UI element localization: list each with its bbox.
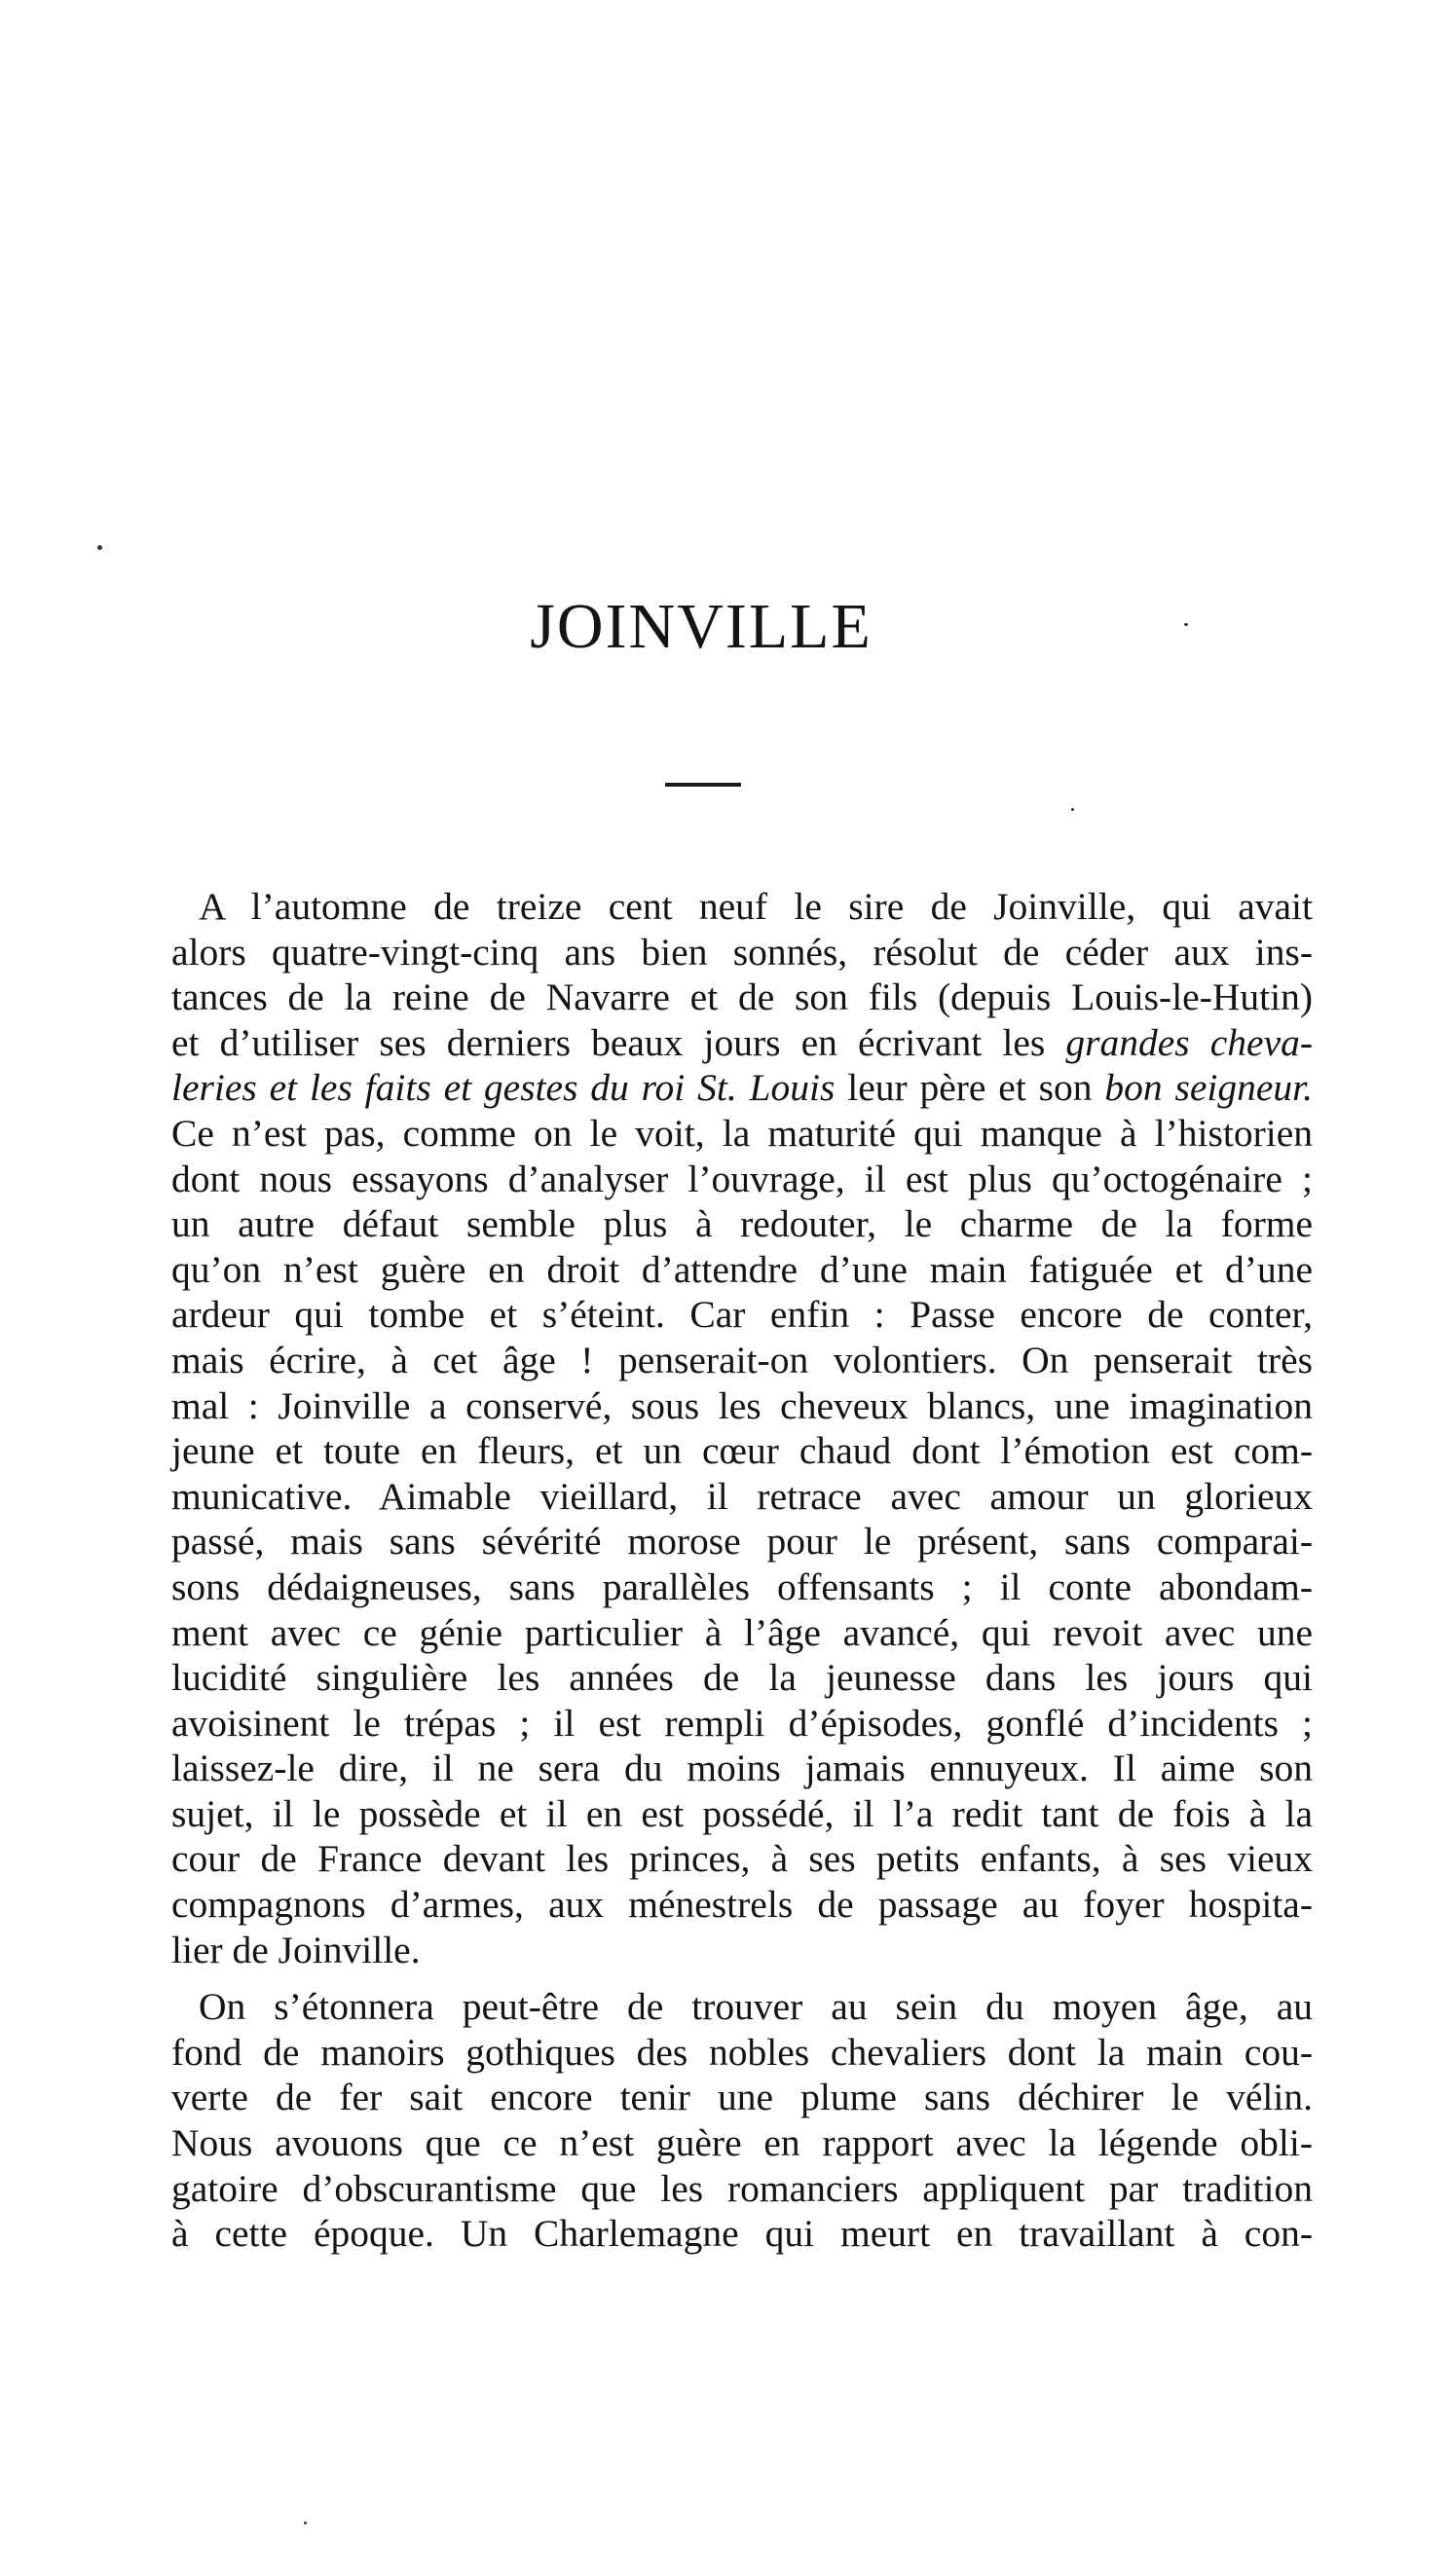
text-line: mais écrire, à cet âge ! penserait-on volontiers. On penserait très xyxy=(171,1338,1313,1381)
scan-speck xyxy=(1071,808,1074,811)
title-rule xyxy=(665,783,741,787)
text-line: compagnons d’armes, aux ménestrels de passage au foyer hospita- xyxy=(171,1883,1313,1927)
scan-speck xyxy=(1184,623,1188,626)
text-line: A l’automne de treize cent neuf le sire de Joinville, qui avait xyxy=(199,885,1313,928)
text-line: ment avec ce génie particulier à l’âge avancé, qui revoit avec une xyxy=(171,1610,1313,1654)
text-line: On s’étonnera peut-être de trouver au sein du moyen âge, au xyxy=(199,1985,1313,2029)
text-line: lucidité singulière les années de la jeunesse dans les jours qui xyxy=(171,1656,1313,1700)
scan-speck xyxy=(304,2521,307,2524)
text-line: Nous avouons que ce n’est guère en rapport avec la légende obli- xyxy=(171,2121,1313,2165)
text-line: sujet, il le possède et il en est possédé, il l’a redit tant de fois à la xyxy=(171,1791,1313,1835)
text-run: leur père et son xyxy=(835,1066,1105,1110)
text-line: un autre défaut semble plus à redouter, le charme de la forme xyxy=(171,1202,1313,1246)
text-line: Ce n’est pas, comme on le voit, la maturité qui manque à l’historien xyxy=(171,1111,1313,1155)
italic-run: grandes cheva- xyxy=(1065,1020,1314,1064)
text-line: verte de fer sait encore tenir une plume sans déchirer le vélin. xyxy=(171,2076,1313,2119)
text-line: municative. Aimable vieillard, il retrace avec amour un glorieux xyxy=(171,1474,1313,1518)
text-line: alors quatre-vingt-cinq ans bien sonnés, résolut de céder aux ins- xyxy=(171,930,1313,974)
text-line: cour de France devant les princes, à ses petits enfants, à ses vieux xyxy=(171,1837,1313,1881)
text-line xyxy=(171,1020,1313,1066)
text-line: sons dédaigneuses, sans parallèles offensants ; il conte abondam- xyxy=(171,1564,1313,1608)
body-text xyxy=(171,884,1313,2257)
text-line: tances de la reine de Navarre et de son fils (depuis Louis-le-Hutin) xyxy=(171,975,1313,1019)
text-line: gatoire d’obscurantisme que les romanciers appliquent par tradition xyxy=(171,2166,1313,2210)
text-line xyxy=(171,1065,1313,1111)
text-line: ardeur qui tombe et s’éteint. Car enfin : Passe encore de conter, xyxy=(171,1293,1313,1337)
text-line: qu’on n’est guère en droit d’attendre d’une main fatiguée et d’une xyxy=(171,1247,1313,1291)
text-line: à cette époque. Un Charlemagne qui meurt en travaillant à con- xyxy=(171,2212,1313,2256)
text-run: et d’utiliser ses derniers beaux jours en écrivant les xyxy=(171,1020,1066,1064)
text-line: fond de manoirs gothiques des nobles chevaliers dont la main cou- xyxy=(171,2030,1313,2074)
chapter-title: JOINVILLE xyxy=(530,591,873,662)
italic-run: leries et les faits et gestes du roi St. Louis xyxy=(171,1066,836,1110)
text-line: lier de Joinville. xyxy=(171,1928,421,1971)
text-line: mal : Joinville a conservé, sous les cheveux blancs, une imagination xyxy=(171,1383,1313,1427)
text-line: jeune et toute en fleurs, et un cœur chaud dont l’émotion est com- xyxy=(171,1429,1313,1473)
text-line: avoisinent le trépas ; il est rempli d’épisodes, gonflé d’incidents ; xyxy=(171,1701,1313,1745)
text-line: dont nous essayons d’analyser l’ouvrage, il est plus qu’octogénaire ; xyxy=(171,1157,1313,1200)
paragraph-gap xyxy=(171,1972,1313,1984)
scan-speck xyxy=(97,545,102,550)
italic-run: bon seigneur. xyxy=(1104,1066,1313,1110)
text-line: passé, mais sans sévérité morose pour le présent, sans comparai- xyxy=(171,1520,1313,1564)
text-line: laissez-le dire, il ne sera du moins jamais ennuyeux. Il aime son xyxy=(171,1747,1313,1790)
